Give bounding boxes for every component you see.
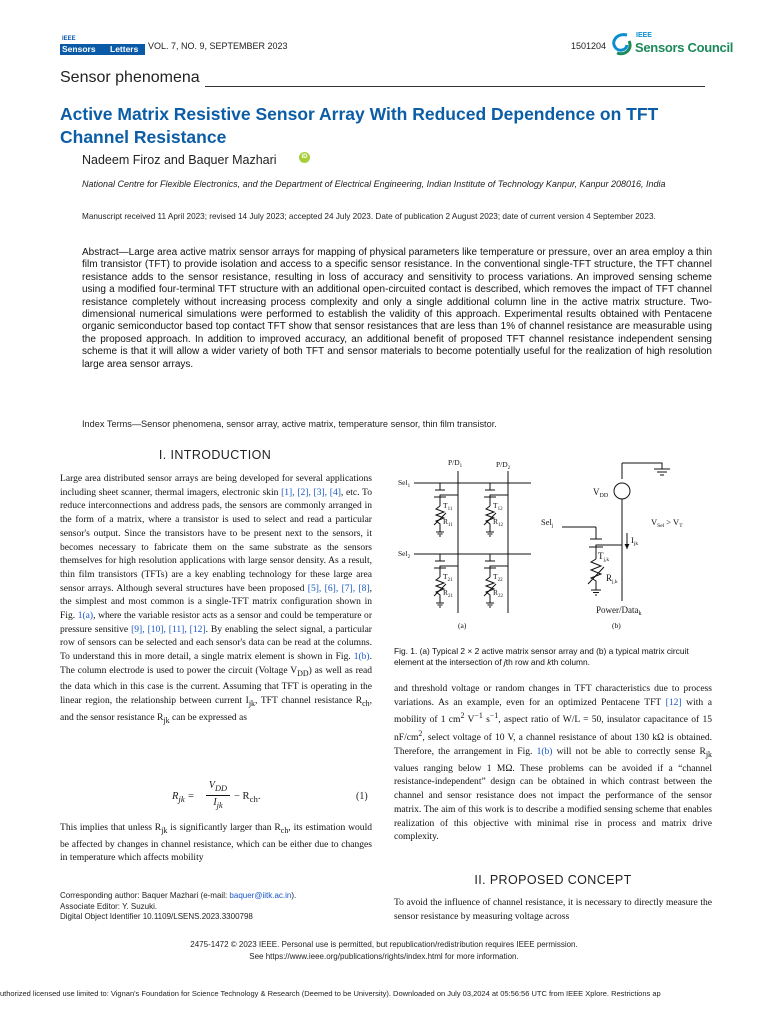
copyright-line-1: 2475-1472 © 2023 IEEE. Personal use is permitted, but republication/redistribution requires IEEE permission. bbox=[190, 940, 578, 949]
pd1-label: $P/D_1$ bbox=[448, 458, 463, 469]
right-paragraph-2: To avoid the influence of channel resistance, it is necessary to directly measure the sensor resistance by measuring voltage across bbox=[394, 897, 712, 922]
r11-label: $R_{11}$ bbox=[443, 517, 453, 528]
sensors-council-logo bbox=[609, 31, 734, 57]
license-bar: uthorized licensed use limited to: Vignan's Foundation for Science Technology & Research (Deemed to be University). Downloaded on July 03,2024 at 05:56:56 UTC from IEEE Xplore. Restrictions ap bbox=[0, 989, 661, 998]
intro-paragraph-1 bbox=[60, 472, 372, 727]
text-run: can be expressed as bbox=[169, 711, 247, 723]
text-run: . By enabling the select signal, a particular row of sensors can be selected and each sensor's data can be read at the columns. To understand this in more detail, a single matrix element is shown in Fig. bbox=[60, 623, 372, 663]
doi: Digital Object Identifier 10.1109/LSENS.2023.3300798 bbox=[60, 912, 253, 922]
rjk-label: $R_{j,k}$ bbox=[606, 573, 618, 585]
figure-1-circuit bbox=[396, 453, 712, 637]
ref-link-9-12[interactable]: [9], [10], [11], [12] bbox=[131, 623, 206, 635]
subscript: ch bbox=[362, 699, 370, 709]
equation-number: (1) bbox=[356, 791, 368, 802]
text-run: th column. bbox=[551, 657, 591, 668]
equation-lhs bbox=[172, 791, 194, 804]
t11-label: $T_{11}$ bbox=[443, 501, 453, 512]
index-terms: Index Terms—Sensor phenomena, sensor array, active matrix, temperature sensor, thin film transistor. bbox=[82, 419, 497, 429]
text-run: th row and bbox=[505, 657, 548, 668]
email-link[interactable]: baquer@iitk.ac.in bbox=[229, 891, 292, 900]
resistor-rjk bbox=[591, 559, 601, 590]
fig-link-1b[interactable]: 1(b) bbox=[353, 651, 370, 663]
sensors-council-swirl-icon bbox=[609, 31, 635, 57]
fig-link-1a[interactable]: 1(a) bbox=[77, 610, 94, 622]
eq-symbol: . bbox=[257, 791, 261, 802]
equation-denominator bbox=[206, 796, 230, 813]
eq-symbol: R bbox=[172, 791, 179, 802]
equation-fraction bbox=[206, 779, 230, 813]
equation-rhs bbox=[234, 791, 260, 804]
sensors-letters-logo bbox=[60, 36, 144, 56]
r12-label: $R_{12}$ bbox=[493, 517, 504, 528]
orcid-icon[interactable]: iD bbox=[299, 152, 310, 163]
corresponding-author bbox=[60, 891, 380, 902]
fig-link-1b-right[interactable]: 1(b) bbox=[536, 746, 553, 758]
vsel-label: $V_{Sel} > V_T$ bbox=[651, 517, 683, 529]
text-run: k bbox=[547, 657, 552, 668]
subscript: ch bbox=[249, 794, 258, 805]
subscript: jk bbox=[163, 715, 170, 725]
logo-letters-label: Letters bbox=[108, 44, 145, 55]
text-run: ). bbox=[291, 891, 297, 900]
subscript: jk bbox=[216, 801, 223, 810]
ground-r21 bbox=[436, 603, 444, 607]
panel-a-label: (a) bbox=[458, 621, 467, 630]
ground-r12 bbox=[486, 532, 494, 536]
text-run: values ranging below 1 MΩ. These problems can be avoided if a “channel resistance-independent” design can be obtained in which contrast between the channel and sensor resistance does not impact the performance of the sensor matrix. The aim of this work is to describe a modified sensing scheme that enables realization of this objective with minimal rise in process and matrix drive complexity. bbox=[394, 762, 712, 843]
superscript: 2 bbox=[418, 729, 423, 739]
text-run: and threshold voltage or random changes in TFT characteristics due to process variations. As an example, even for an optimized Pentacene TFT bbox=[394, 683, 712, 708]
manuscript-dates: Manuscript received 11 April 2023; revised 14 July 2023; accepted 24 July 2023. Date of publication 2 August 2023; date of current version 4 September 2023. bbox=[82, 212, 656, 221]
journal-info: VOL. 7, NO. 9, SEPTEMBER 2023 bbox=[148, 41, 288, 51]
text-run: ) as well as read the data which in this case is the current. Assuming that TFT is operating in the linear region, the relationship between current I bbox=[60, 664, 372, 707]
text-run: s bbox=[482, 714, 490, 726]
text-run: , aspect ratio of W/L = 50, insulator capacitance of 15 nF/cm bbox=[394, 714, 713, 744]
selj-label: Sel$_j$ bbox=[541, 517, 554, 529]
t22-label: $T_{22}$ bbox=[493, 572, 503, 583]
ref-link-12[interactable]: [12] bbox=[665, 696, 682, 708]
logo-right-ieee: IEEE bbox=[636, 32, 652, 39]
sel2-label: Sel$_2$ bbox=[398, 549, 411, 560]
intro-heading: I. INTRODUCTION bbox=[158, 448, 272, 462]
panel-b-labels bbox=[541, 487, 683, 630]
abstract: Abstract—Large area active matrix sensor arrays for mapping of physical parameters like temperature or pressure, over an area employ a thin film transistor (TFT) to provide isolation and access to a specific sensor resistance. In the conventional single-TFT structure, the TFT channel resistance adds to the sensor resistance, resulting in loss of accuracy and sensitivity to process variations. An improved sensing scheme using a modified four-terminal TFT structure with an additional open-circuited contact is described, which removes the impact of TFT channel resistance completely without increasing process complexity and only a single additional column line in the active matrix structure. Two-dimensional numerical simulations were performed to establish the validity of this approach. Experimental results obtained with Pentacene organic semiconductor based top contact TFT show that sensor resistances that are less than 1% of channel resistance are measurable using the proposed approach. In addition to improved accuracy, an additional benefit of proposed TFT channel resistance independent sensing scheme is that it will allow a wider variety of both TFT and sensor materials to become potentially useful for the realization of high resolution large area sensor arrays. bbox=[82, 247, 712, 370]
text-run: V bbox=[464, 714, 475, 726]
subscript: jk bbox=[248, 699, 256, 709]
t12-label: $T_{12}$ bbox=[493, 501, 503, 512]
subscript: DD bbox=[215, 784, 228, 793]
subscript: jk bbox=[178, 794, 185, 805]
vdd-label: $V_{DD}$ bbox=[593, 487, 609, 499]
tjk-label: $T_{j,k}$ bbox=[598, 551, 610, 563]
text-run: , select voltage of 10 V, a channel resistance of about 130 kΩ is obtained. Therefore, the arrangement in Fig. bbox=[394, 732, 712, 758]
text-run: j bbox=[503, 657, 506, 668]
eq-symbol: I bbox=[213, 797, 217, 808]
t21-label: $T_{21}$ bbox=[443, 572, 453, 583]
authors: Nadeem Firoz and Baquer Mazhari bbox=[82, 153, 277, 167]
text-run: , TFT channel resistance R bbox=[255, 695, 363, 707]
article-number: 1501204 bbox=[571, 41, 607, 51]
r22-label: $R_{22}$ bbox=[493, 588, 504, 599]
text-run: , where the variable resistor acts as a sensor and could be temperature or pressure sensitive bbox=[60, 610, 372, 635]
paper-title: Active Matrix Resistive Sensor Array With Reduced Dependence on TFT Channel Resistance bbox=[60, 104, 659, 147]
ref-link-1-4[interactable]: [1], [2], [3], [4] bbox=[281, 486, 341, 498]
figure-1-caption bbox=[394, 646, 712, 668]
r21-label: $R_{21}$ bbox=[443, 588, 454, 599]
superscript: −1 bbox=[474, 711, 483, 721]
copyright-notice bbox=[60, 939, 708, 962]
current-arrowhead bbox=[625, 544, 630, 549]
text-run: , its estimation would be affected by changes in channel resistance, which can be either due to changes in temperature which affects mobility bbox=[60, 822, 372, 864]
sel1-label: Sel$_1$ bbox=[398, 478, 411, 489]
intro-paragraph-2 bbox=[60, 821, 372, 865]
affiliation: National Centre for Flexible Electronics, and the Department of Electrical Engineering, Indian Institute of Technology Kanpur, Kanpur 208016, India bbox=[82, 179, 666, 189]
ground-rjk bbox=[591, 590, 601, 595]
text-run: , the simplest and most common is a single-TFT matrix configuration shown in Fig. bbox=[60, 582, 372, 622]
eq-symbol: = bbox=[184, 791, 195, 802]
power-data-label: Power/Data$_k$ bbox=[596, 605, 642, 617]
text-run: Fig. 1. (a) Typical 2 × 2 active matrix sensor array and (b) a typical matrix circuit element at the intersection of bbox=[394, 646, 689, 668]
text-run: Large area distributed sensor arrays are being developed for several applications including sheet scanner, thermal imagers, electronic skin bbox=[60, 473, 372, 498]
subscript: jk bbox=[161, 825, 168, 835]
associate-editor: Associate Editor: Y. Suzuki. bbox=[60, 901, 158, 911]
proposed-concept-heading: II. PROPOSED CONCEPT bbox=[474, 873, 632, 887]
equation-1 bbox=[60, 777, 372, 813]
text-run: Corresponding author: Baquer Mazhari (e-mail: bbox=[60, 891, 230, 900]
superscript: −1 bbox=[489, 711, 499, 721]
tft-tjk bbox=[589, 527, 622, 559]
right-paragraph-1 bbox=[394, 682, 712, 844]
logo-sensors-label: Sensors bbox=[60, 44, 108, 55]
text-run: , etc. To reduce interconnections and address pads, the sensors are commonly arranged in the form of a matrix, where a transistor is used to select and read a particular sensor's output. Since the transistors have to be present next to the sensors, it becomes necessary to fabricate them on the same substrate as the sensors themselves for high resolution applications with large sensor density. As a result, thin film transistors (TFTs) are a key enabling technology for these large area sensor arrays. Although several structures have been proposed bbox=[60, 486, 372, 594]
text-run: is significantly larger than R bbox=[167, 822, 281, 833]
subscript: jk bbox=[705, 750, 713, 760]
panel-b-label: (b) bbox=[612, 621, 621, 630]
section-rule bbox=[205, 86, 705, 87]
footnote bbox=[60, 891, 380, 923]
text-run: will not be able to correctly sense R bbox=[552, 746, 706, 758]
vdd-source bbox=[614, 483, 630, 499]
superscript: 2 bbox=[460, 711, 465, 721]
eq-symbol: V bbox=[208, 780, 216, 791]
text-run: with a mobility of 1 cm bbox=[394, 696, 712, 726]
subscript: DD bbox=[297, 668, 309, 678]
supply-ground bbox=[622, 463, 670, 479]
section-title: Sensor phenomena bbox=[60, 69, 200, 86]
ijk-label: $I_{jk}$ bbox=[631, 535, 639, 547]
panel-a-array bbox=[414, 471, 531, 613]
panel-a-labels bbox=[398, 458, 511, 630]
logo-ieee-label: IEEE bbox=[62, 36, 76, 42]
copyright-line-2: See https://www.ieee.org/publications/rights/index.html for more information. bbox=[249, 951, 519, 961]
eq-symbol: − R bbox=[234, 791, 250, 802]
ground-r11 bbox=[436, 532, 444, 536]
text-run: This implies that unless R bbox=[60, 822, 162, 833]
pd2-label: $P/D_2$ bbox=[496, 460, 511, 471]
ground-r22 bbox=[486, 603, 494, 607]
ref-link-5-8[interactable]: [5], [6], [7], [8] bbox=[307, 582, 370, 594]
subscript: ch bbox=[280, 825, 289, 835]
logo-right-text: Sensors Council bbox=[635, 40, 734, 55]
equation-numerator bbox=[206, 779, 230, 796]
text-run: , and the sensor resistance R bbox=[60, 695, 372, 723]
text-run: . The column electrode is used to power the circuit (Voltage V bbox=[60, 651, 372, 676]
